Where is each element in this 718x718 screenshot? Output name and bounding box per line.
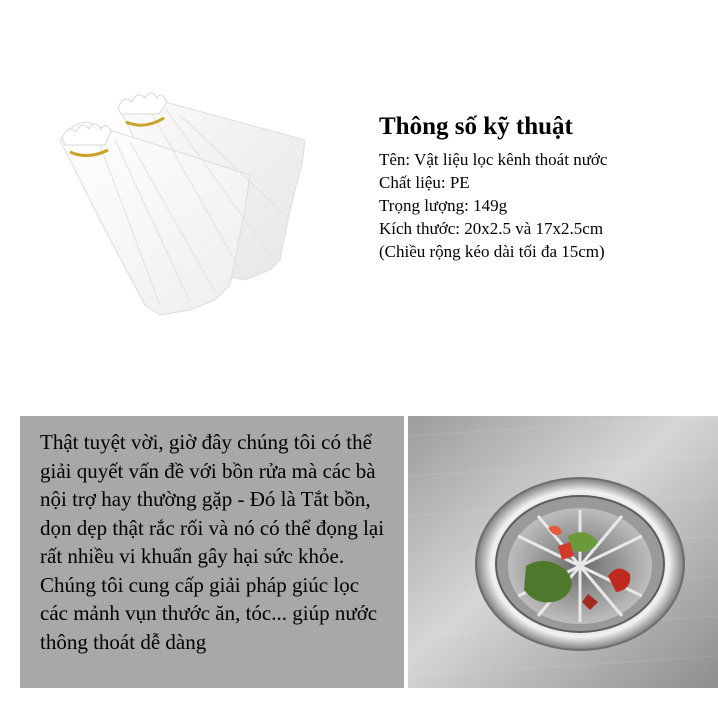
spec-block [379, 110, 709, 263]
mesh-filter-bag-image [40, 70, 330, 330]
spec-weight-line: Trọng lượng: 149g [379, 196, 508, 215]
description-panel [20, 416, 404, 688]
spec-size-line: Kích thước: 20x2.5 và 17x2.5cm [379, 219, 604, 238]
spec-material-line: Chất liệu: PE [379, 173, 470, 192]
description-text: Thật tuyệt vời, giờ đây chúng tôi có thể giải quyết vấn đề với bồn rửa mà các bà nội trợ hay thường gặp - Đó là Tắt bồn, dọn dẹp thật rắc rối và nó có thể đọng lại rất nhiều vi khuẩn gây hại sức khỏe. Chúng tôi cung cấp giải pháp giúc lọc các mảnh vụn thước ăn, tóc... giúp nước thông thoát dễ dàng [40, 430, 385, 654]
spec-title: Thông số kỹ thuật [379, 113, 573, 140]
sink-drain-photo [408, 416, 718, 688]
spec-width-note-line: (Chiều rộng kéo dài tối đa 15cm) [379, 242, 605, 261]
spec-name-line: Tên: Vật liệu lọc kênh thoát nước [379, 150, 608, 169]
